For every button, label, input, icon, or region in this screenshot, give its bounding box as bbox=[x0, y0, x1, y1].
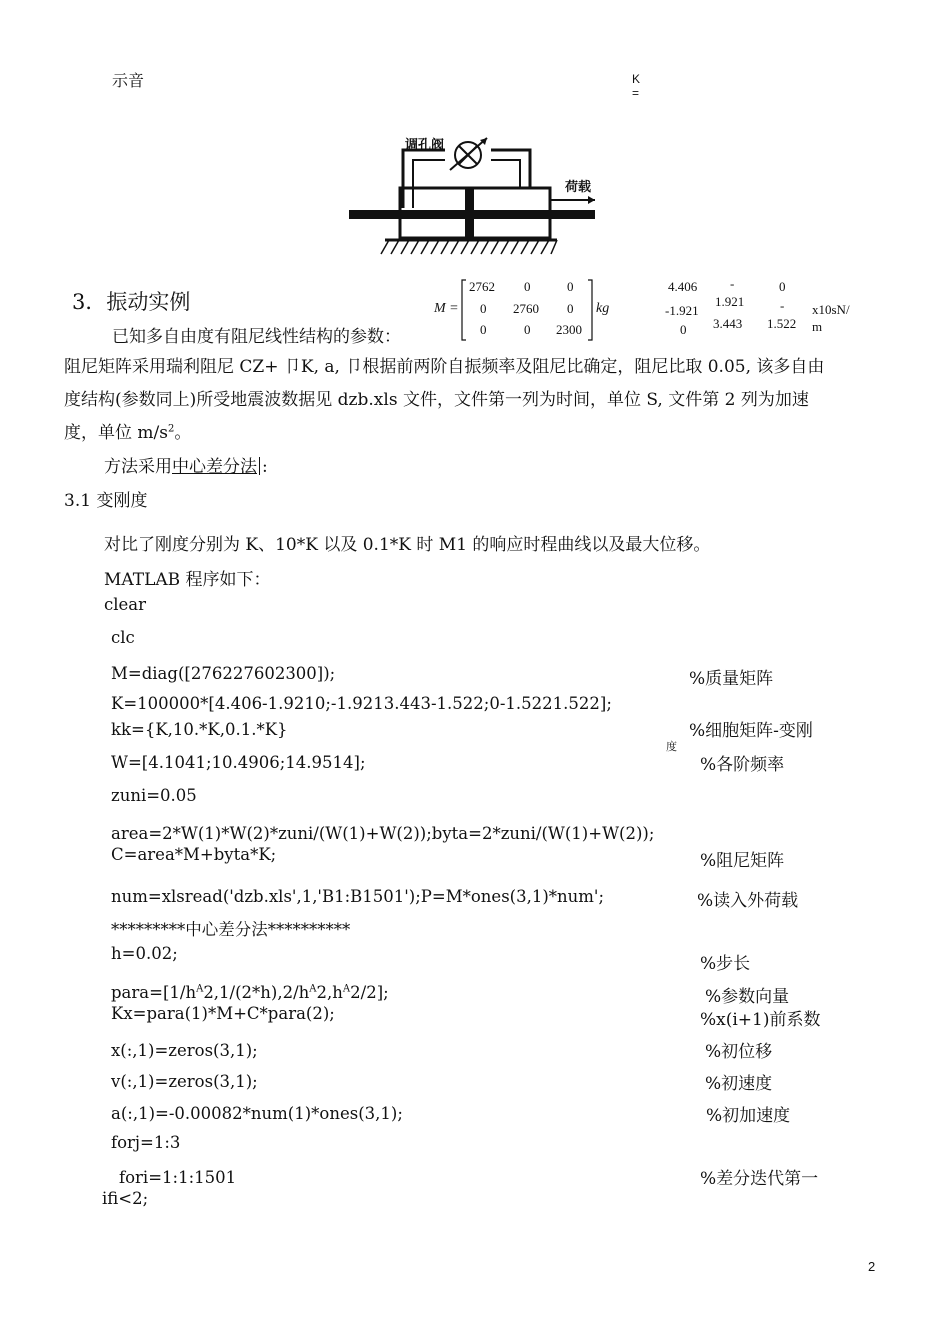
matrix-m-cell: 0 bbox=[480, 322, 487, 337]
code-line bbox=[111, 983, 389, 1002]
intro-line-4 bbox=[64, 418, 191, 443]
code-comment: 度 bbox=[666, 740, 677, 753]
code-line: forj=1:3 bbox=[111, 1133, 181, 1152]
method-line bbox=[104, 452, 268, 477]
code-sup: A bbox=[309, 983, 317, 995]
code-comment: %初加速度 bbox=[706, 1106, 791, 1126]
code-comment: %读入外荷载 bbox=[697, 891, 799, 911]
matrix-m-cell: 0 bbox=[567, 279, 574, 294]
damper-diagram bbox=[345, 130, 605, 260]
matrix-k-cell: 0 bbox=[680, 322, 687, 337]
subsection-title: 3.1 变刚度 bbox=[64, 491, 148, 511]
code-comment: %细胞矩阵-变刚 bbox=[689, 721, 813, 741]
intro-line-4-sup: 2 bbox=[167, 423, 175, 435]
matrix-m-cell: 2300 bbox=[556, 322, 582, 337]
cut-text: 示音 bbox=[112, 71, 145, 90]
code-line: kk={K,10.*K,0.1.*K} bbox=[111, 720, 288, 739]
method-cursor bbox=[259, 457, 260, 475]
matrix-k-cell: 4.406 bbox=[668, 279, 698, 294]
matrix-k-cell: 3.443 bbox=[713, 316, 743, 331]
code-frag: 2,1/(2*h),2/h bbox=[203, 983, 310, 1002]
matrix-m-cell: 0 bbox=[567, 301, 574, 316]
k-label-top: K bbox=[632, 72, 641, 86]
matrix-m-cell: 0 bbox=[524, 322, 531, 337]
valve-label: 调孔阀 bbox=[405, 138, 445, 153]
code-line: v(:,1)=zeros(3,1); bbox=[111, 1072, 258, 1091]
code-line: num=xlsread('dzb.xls',1,'B1:B1501');P=M*ones(3,1)*num'; bbox=[111, 887, 605, 906]
intro-line-1: 已知多自由度有阻尼线性结构的参数： bbox=[112, 327, 401, 347]
code-frag: 2/2]; bbox=[350, 983, 389, 1002]
method-suffix: : bbox=[262, 457, 268, 477]
matrix-m-unit: kg bbox=[596, 301, 610, 316]
matrix-m-cell: 0 bbox=[480, 301, 487, 316]
code-line: *********中心差分法********** bbox=[111, 920, 351, 939]
load-label: 荷载 bbox=[565, 180, 592, 195]
code-comment: %差分迭代第一 bbox=[700, 1169, 819, 1189]
code-line: clc bbox=[111, 628, 135, 647]
code-comment: %各阶频率 bbox=[700, 755, 785, 775]
code-line: fori=1:1:1501 bbox=[119, 1168, 237, 1187]
code-comment: %参数向量 bbox=[705, 987, 790, 1007]
matrix-k-unit: x10sN/ bbox=[812, 302, 850, 317]
page-number: 2 bbox=[868, 1259, 876, 1274]
code-line: zuni=0.05 bbox=[111, 786, 197, 805]
matrix-m-cell: 0 bbox=[524, 279, 531, 294]
k-eq-top: = bbox=[632, 86, 640, 100]
matrix-k-cell: - bbox=[730, 276, 735, 291]
matrix-k-cell: -1.921 bbox=[665, 303, 699, 318]
code-sup: A bbox=[196, 983, 204, 995]
code-comment: %x(i+1)前系数 bbox=[700, 1010, 821, 1030]
code-comment: %初速度 bbox=[705, 1074, 773, 1094]
code-line: Kx=para(1)*M+C*para(2); bbox=[111, 1004, 335, 1023]
matrix-k-cell: 0 bbox=[779, 279, 786, 294]
code-comment: %初位移 bbox=[705, 1042, 773, 1062]
matrix-m-lhs: M = bbox=[434, 301, 459, 316]
matrix-m-cell: 2762 bbox=[469, 279, 495, 294]
code-comment: %阻尼矩阵 bbox=[700, 851, 785, 871]
code-line: C=area*M+byta*K; bbox=[111, 845, 277, 864]
code-line: a(:,1)=-0.00082*num(1)*ones(3,1); bbox=[111, 1104, 403, 1123]
code-line: h=0.02; bbox=[111, 944, 178, 963]
matrix-k-cell: - bbox=[780, 298, 785, 313]
code-line: W=[4.1041;10.4906;14.9514]; bbox=[111, 753, 366, 772]
desc-line-1: 对比了刚度分别为 K、10*K 以及 0.1*K 时 M1 的响应时程曲线以及最大位移。 bbox=[104, 535, 711, 555]
code-frag: 2,h bbox=[316, 983, 343, 1002]
desc-line-2: MATLAB 程序如下： bbox=[104, 570, 271, 590]
code-line: K=100000*[4.406-1.9210;-1.9213.443-1.522;0-1.5221.522]; bbox=[111, 694, 612, 713]
intro-line-3: 度结构(参数同上)所受地震波数据见 dzb.xls 文件，文件第一列为时间，单位 S, 文件第 2 列为加速 bbox=[64, 390, 809, 410]
code-sup: A bbox=[342, 983, 351, 995]
intro-line-4-end: 。 bbox=[174, 423, 192, 443]
intro-line-4-main: 度，单位 m/s bbox=[64, 423, 168, 443]
matrix-k-unit: m bbox=[812, 319, 823, 334]
code-comment: %步长 bbox=[700, 954, 751, 974]
matrix-m-cell: 2760 bbox=[513, 301, 539, 316]
damper-figure bbox=[345, 130, 605, 260]
intro-line-2: 阻尼矩阵采用瑞利阻尼 CZ+ 卩K, a, 卩根据前两阶自振频率及阻尼比确定，阻尼比取 0.05, 该多自由 bbox=[64, 357, 825, 377]
matrix-k-cell: 1.921 bbox=[715, 294, 745, 309]
code-comment: %质量矩阵 bbox=[689, 669, 774, 689]
code-line: M=diag([276227602300]); bbox=[111, 664, 336, 683]
code-frag: para=[1/h bbox=[111, 983, 197, 1002]
method-link[interactable]: 中心差分法 bbox=[172, 457, 257, 477]
code-line: area=2*W(1)*W(2)*zuni/(W(1)+W(2));byta=2*zuni/(W(1)+W(2)); bbox=[111, 824, 655, 843]
code-line: ifi<2; bbox=[102, 1189, 149, 1208]
matrix-k-cell: 1.522 bbox=[767, 316, 797, 331]
code-line: clear bbox=[104, 595, 147, 614]
code-line: x(:,1)=zeros(3,1); bbox=[111, 1041, 258, 1060]
method-prefix: 方法采用 bbox=[104, 457, 172, 477]
section-heading: 3．振动实例 bbox=[72, 290, 191, 314]
